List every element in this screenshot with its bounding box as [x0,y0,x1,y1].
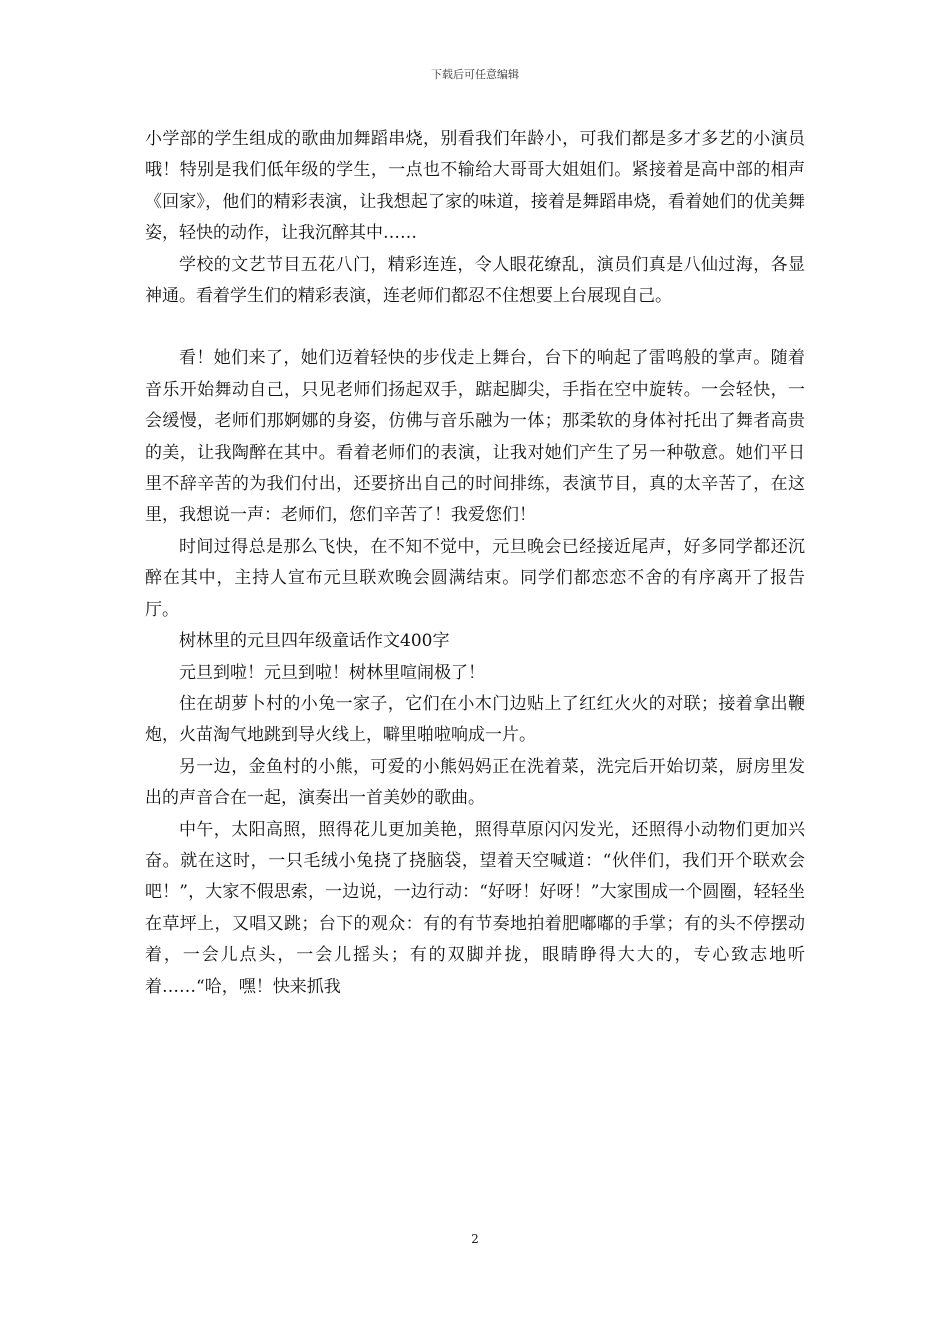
paragraph-gap [145,312,805,343]
page-header: 下载后可任意编辑 [431,68,519,81]
page-number: 2 [471,1232,479,1246]
document-body [145,124,805,1003]
paragraph: 另一边，金鱼村的小熊，可爱的小熊妈妈正在洗着菜，洗完后开始切菜，厨房里发出的声音合在一起，演奏出一首美妙的歌曲。 [145,756,805,809]
paragraph: 看！她们来了，她们迈着轻快的步伐走上舞台，台下的响起了雷鸣般的掌声。随着音乐开始舞动自己，只见老师们扬起双手，踮起脚尖，手指在空中旋转。一会轻快，一会缓慢，老师们那婀娜的身姿，仿佛与音乐融为一体；那柔软的身体衬托出了舞者高贵的美，让我陶醉在其中。看着老师们的表演，让我对她们产生了另一种敬意。她们平日里不辞辛苦的为我们付出，还要挤出自己的时间排练，表演节目，真的太辛苦了，在这里，我想说一声：老师们，您们辛苦了！我爱您们！ [145,348,805,526]
paragraph: 中午，太阳高照，照得花儿更加美艳，照得草原闪闪发光，还照得小动物们更加兴奋。就在这时，一只毛绒小兔挠了挠脑袋，望着天空喊道：“伙伴们，我们开个联欢会吧！”，大家不假思索，一边说，一边行动：“好呀！好呀！”大家围成一个圆圈，轻轻坐在草坪上，又唱又跳；台下的观众：有的有节奏地拍着肥嘟嘟的手掌；有的头不停摆动着，一会儿点头，一会儿摇头；有的双脚并拢，眼睛睁得大大的，专心致志地听着……“哈，嘿！快来抓我 [145,819,805,997]
essay-title: 树林里的元旦四年级童话作文400字 [179,631,450,652]
paragraph: 学校的文艺节目五花八门，精彩连连，令人眼花缭乱，演员们真是八仙过海，各显神通。看着学生们的精彩表演，连老师们都忍不住想要上台展现自己。 [145,254,805,307]
paragraph: 元旦到啦！元旦到啦！树林里喧闹极了！ [179,662,485,683]
paragraph: 时间过得总是那么飞快，在不知不觉中，元旦晚会已经接近尾声，好多同学都还沉醉在其中，主持人宣布元旦联欢晚会圆满结束。同学们都恋恋不舍的有序离开了报告厅。 [145,536,805,620]
paragraph-continuation: 小学部的学生组成的歌曲加舞蹈串烧，别看我们年龄小，可我们都是多才多艺的小演员哦！特别是我们低年级的学生，一点也不输给大哥哥大姐姐们。紧接着是高中部的相声《回家》，他们的精彩表演，让我想起了家的味道，接着是舞蹈串烧，看着她们的优美舞姿，轻快的动作，让我沉醉其中…… [145,129,805,244]
paragraph: 住在胡萝卜村的小兔一家子，它们在小木门边贴上了红红火火的对联；接着拿出鞭炮，火苗淘气地跳到导火线上，噼里啪啦响成一片。 [145,693,805,746]
